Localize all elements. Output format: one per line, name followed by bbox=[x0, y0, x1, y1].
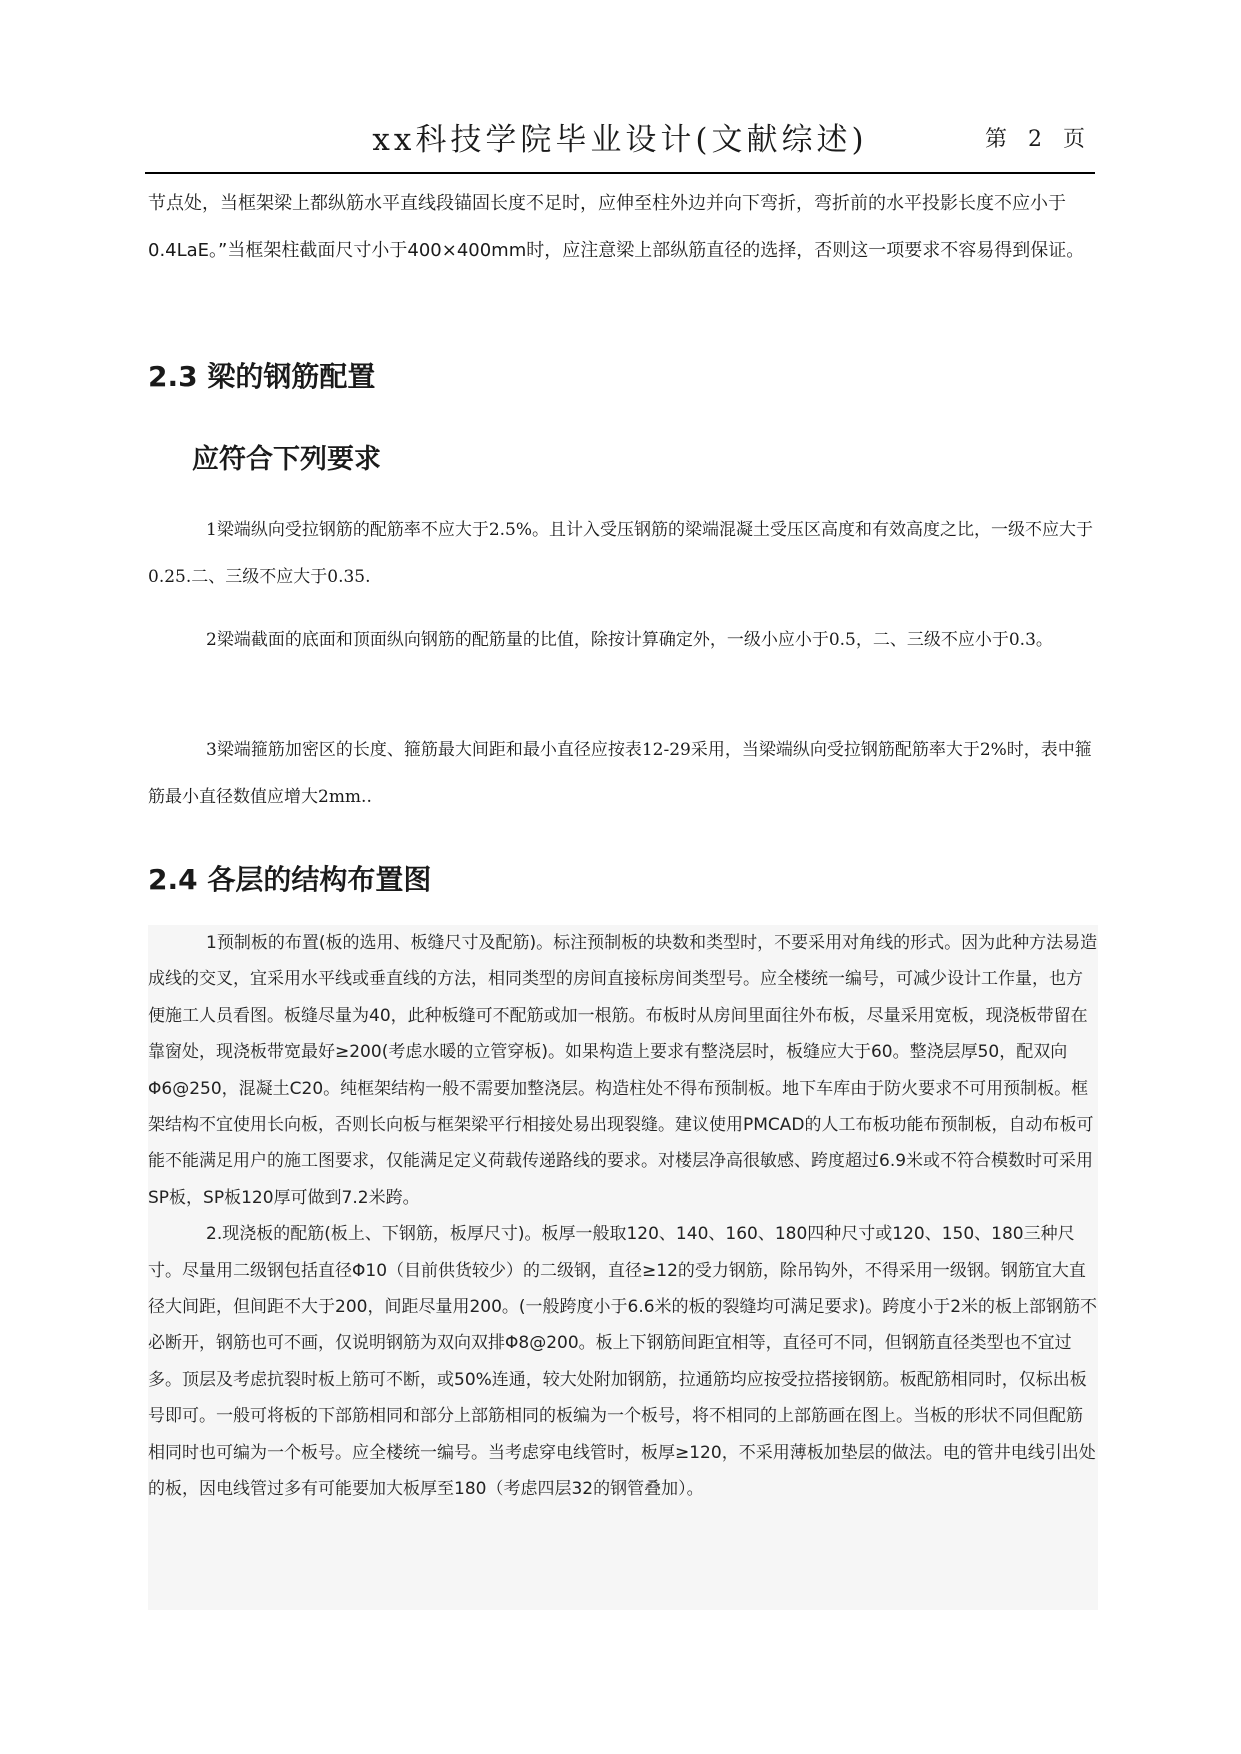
section-heading-2-3: 2.3 梁的钢筋配置 bbox=[148, 360, 376, 393]
requirement-item-3: 3梁端箍筋加密区的长度、箍筋最大间距和最小直径应按表12-29采用，当梁端纵向受拉钢筋配筋率大于2%时，表中箍筋最小直径数值应增大2mm.. bbox=[148, 740, 1092, 807]
requirement-item-1: 1梁端纵向受拉钢筋的配筋率不应大于2.5%。且计入受压钢筋的梁端混凝土受压区高度和有效高度之比，一级不应大于0.25.二、三级不应大于0.35. bbox=[148, 520, 1094, 587]
intro-paragraph: 节点处，当框架梁上都纵筋水平直线段锚固长度不足时，应伸至柱外边并向下弯折，弯折前的水平投影长度不应小于0.4LaE。”当框架柱截面尺寸小于400×400mm时，应注意梁上部纵筋直径的选择，否则这一项要求不容易得到保证。 bbox=[148, 193, 1085, 261]
page-number: 第 2 页 bbox=[985, 127, 1085, 152]
cast-in-place-slab-paragraph: 2.现浇板的配筋(板上、下钢筋，板厚尺寸)。板厚一般取120、140、160、180四种尺寸或120、150、180三种尺寸。尽量用二级钢包括直径Φ10（目前供货较少）的二级钢，直径≥12的受力钢筋，除吊钩外，不得采用一级钢。钢筋宜大直径大间距，但间距不大于200，间距尽量用200。(一般跨度小于6.6米的板的裂缝均可满足要求)。跨度小于2米的板上部钢筋不必断开，钢筋也可不画，仅说明钢筋为双向双排Φ8@200。板上下钢筋间距宜相等，直径可不同，但钢筋直径类型也不宜过多。顶层及考虑抗裂时板上筋可不断，或50%连通，较大处附加钢筋，拉通筋均应按受拉搭接钢筋。板配筋相同时，仅标出板号即可。一般可将板的下部筋相同和部分上部筋相同的板编为一个板号，将不相同的上部筋画在图上。当板的形状不同但配筋相同时也可编为一个板号。应全楼统一编号。当考虑穿电线管时，板厚≥120，不采用薄板加垫层的做法。电的管井电线引出处的板，因电线管过多有可能要加大板厚至180（考虑四层32的钢管叠加）。 bbox=[148, 1224, 1098, 1500]
requirement-item-2: 2梁端截面的底面和顶面纵向钢筋的配筋量的比值，除按计算确定外，一级小应小于0.5，二、三级不应小于0.3。 bbox=[206, 630, 1053, 650]
section-subheading: 应符合下列要求 bbox=[192, 444, 381, 475]
precast-slab-paragraph: 1预制板的布置(板的选用、板缝尺寸及配筋)。标注预制板的块数和类型时，不要采用对角线的形式。因为此种方法易造成线的交叉，宜采用水平线或垂直线的方法，相同类型的房间直接标房间类型号。应全楼统一编号，可减少设计工作量，也方便施工人员看图。板缝尽量为40，此种板缝可不配筋或加一根筋。布板时从房间里面往外布板，尽量采用宽板，现浇板带留在靠窗处，现浇板带宽最好≥200(考虑水暖的立管穿板)。如果构造上要求有整浇层时，板缝应大于60。整浇层厚50，配双向Φ6@250，混凝土C20。纯框架结构一般不需要加整浇层。构造柱处不得布预制板。地下车库由于防火要求不可用预制板。框架结构不宜使用长向板，否则长向板与框架梁平行相接处易出现裂缝。建议使用PMCAD的人工布板功能布预制板，自动布板可能不能满足用户的施工图要求，仅能满足定义荷载传递路线的要求。对楼层净高很敏感、跨度超过6.9米或不符合模数时可采用SP板，SP板120厚可做到7.2米跨。 bbox=[148, 933, 1098, 1208]
page-header bbox=[145, 110, 1095, 174]
section-heading-2-4: 2.4 各层的结构布置图 bbox=[148, 863, 432, 896]
document-title: xx科技学院毕业设计(文献综述) bbox=[372, 122, 868, 158]
layout-guidance-block bbox=[148, 925, 1098, 1610]
